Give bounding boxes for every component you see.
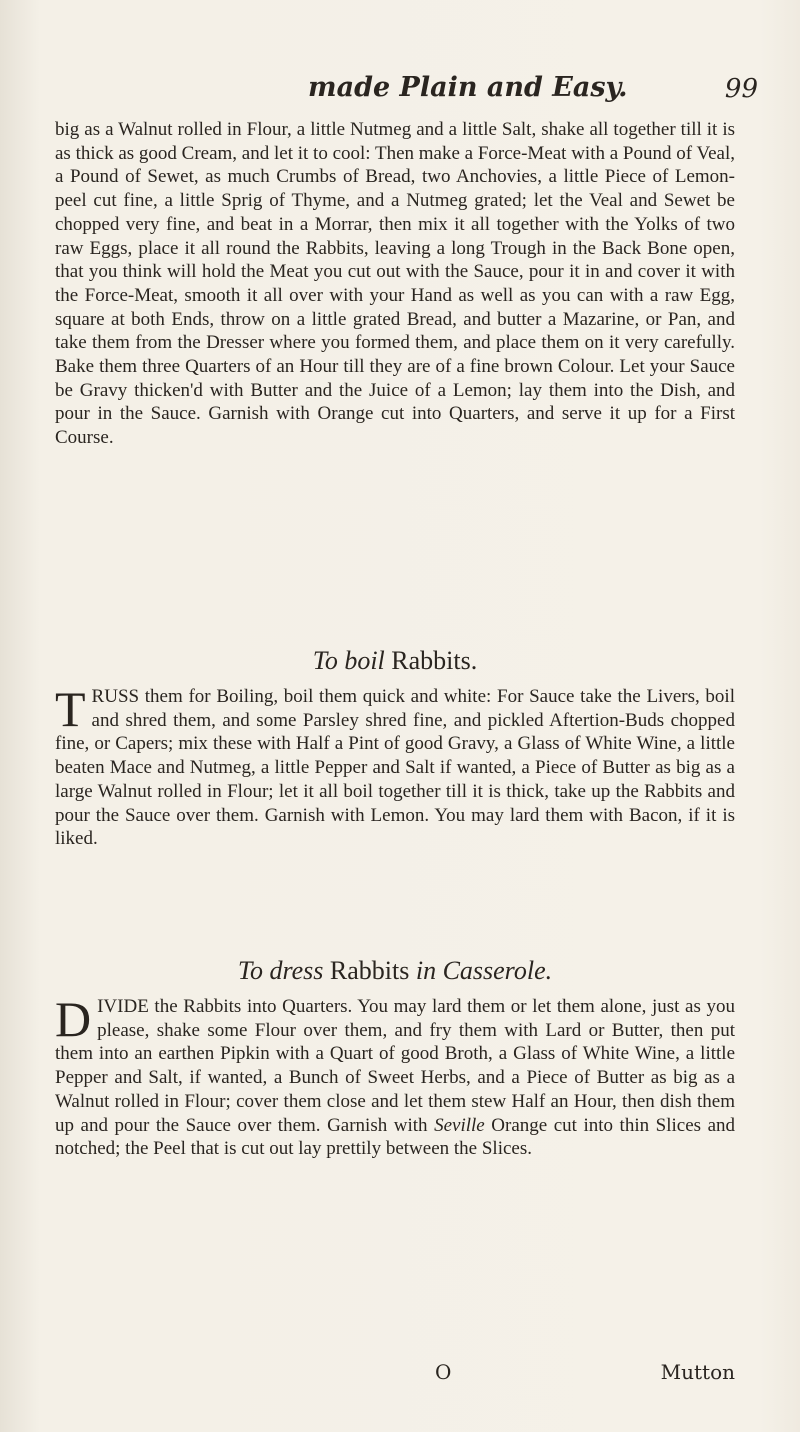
signature-mark: O <box>435 1360 452 1384</box>
recipe-body-end: Orange cut into thin Slices and notched; the Peel that is cut out lay prettily between the Slices. <box>55 1114 736 1160</box>
recipe-paragraph <box>55 681 735 851</box>
recipe-dress-rabbits-casserole <box>55 955 735 1161</box>
page-header <box>238 72 758 112</box>
running-title: made Plain and Easy. <box>308 72 628 103</box>
lead-word: RUSS <box>91 686 140 707</box>
recipe-body-start: the Rabbits into Quarters. You may lard them or let them alone, just as you please, shake some Flour over them, and fry them with Lard or Butter, then put them into an earthen Pipkin with a Quart of good Broth, a Glass of White Wine, a little Pepper and Salt, if wanted, a Bunch of Sweet Herbs, and a Piece of Butter as big as a Walnut rolled in Flour; cover them close and let them stew Half an Hour, then dish them up and pour the Sauce over them. Garnish with <box>55 996 735 1136</box>
lead-word: IVIDE <box>97 996 149 1017</box>
recipe-boil-rabbits <box>55 645 735 851</box>
heading-roman: Rabbits. <box>391 646 478 675</box>
drop-cap: T <box>55 681 86 737</box>
recipe-paragraph <box>55 991 736 1161</box>
recipe-body: them for Boiling, boil them quick and white: For Sauce take the Livers, boil and shred them, and some Parsley shred fine, and pickled Aftertion-Buds chopped fine, or Capers; mix these with Half a Pint of good Gravy, a Glass of White Wine, a little beaten Mace and Nutmeg, a little Pepper and Salt if wanted, a Piece of Butter as big as a large Walnut rolled in Flour; let it all boil together till it is thick, take up the Rabbits and pour the Sauce over them. Garnish with Lemon. You may lard them with Bacon, if it is liked. <box>55 686 735 850</box>
continued-paragraph: big as a Walnut rolled in Flour, a little Nutmeg and a little Salt, shake all together till it is as thick as good Cream, and let it to cool: Then make a Force-Meat with a Pound of Veal, a Pound of Sewet, as much Crumbs of Bread, two Anchovies, a little Piece of Lemon-peel cut fine, a little Sprig of Thyme, and a Nutmeg grated; let the Veal and Sewet be chopped very fine, and beat in a Morrar, then mix it all together with the Yolks of two raw Eggs, place it all round the Rabbits, leaving a long Trough in the Back Bone open, that you think will hold the Meat you cut out with the Sauce, pour it in and cover it with the Force-Meat, smooth it all over with your Hand as well as you can with a raw Egg, square at both Ends, throw on a little grated Bread, and butter a Mazarine, or Pan, and take them from the Dresser where you formed them, and place them on it very carefully. Bake them three Quarters of an Hour till they are of a fine brown Colour. Let your Sauce be Gravy thicken'd with Butter and the Juice of a Lemon; lay them into the Dish, and pour in the Sauce. Garnish with Orange cut into Quarters, and serve it up for a First Course. <box>55 119 735 449</box>
continued-recipe-text <box>55 118 735 450</box>
catchword: Mutton <box>660 1360 735 1384</box>
heading-italic-2: in Casserole. <box>415 956 553 985</box>
heading-italic: To boil <box>312 646 385 675</box>
recipe-heading <box>55 955 735 987</box>
drop-cap: D <box>55 991 92 1047</box>
heading-italic: To dress <box>237 956 324 985</box>
page-footer <box>55 1360 735 1390</box>
recipe-body-italic: Seville <box>434 1114 485 1136</box>
heading-roman: Rabbits <box>329 956 410 985</box>
page-number: 99 <box>724 74 758 104</box>
recipe-heading <box>55 645 735 677</box>
